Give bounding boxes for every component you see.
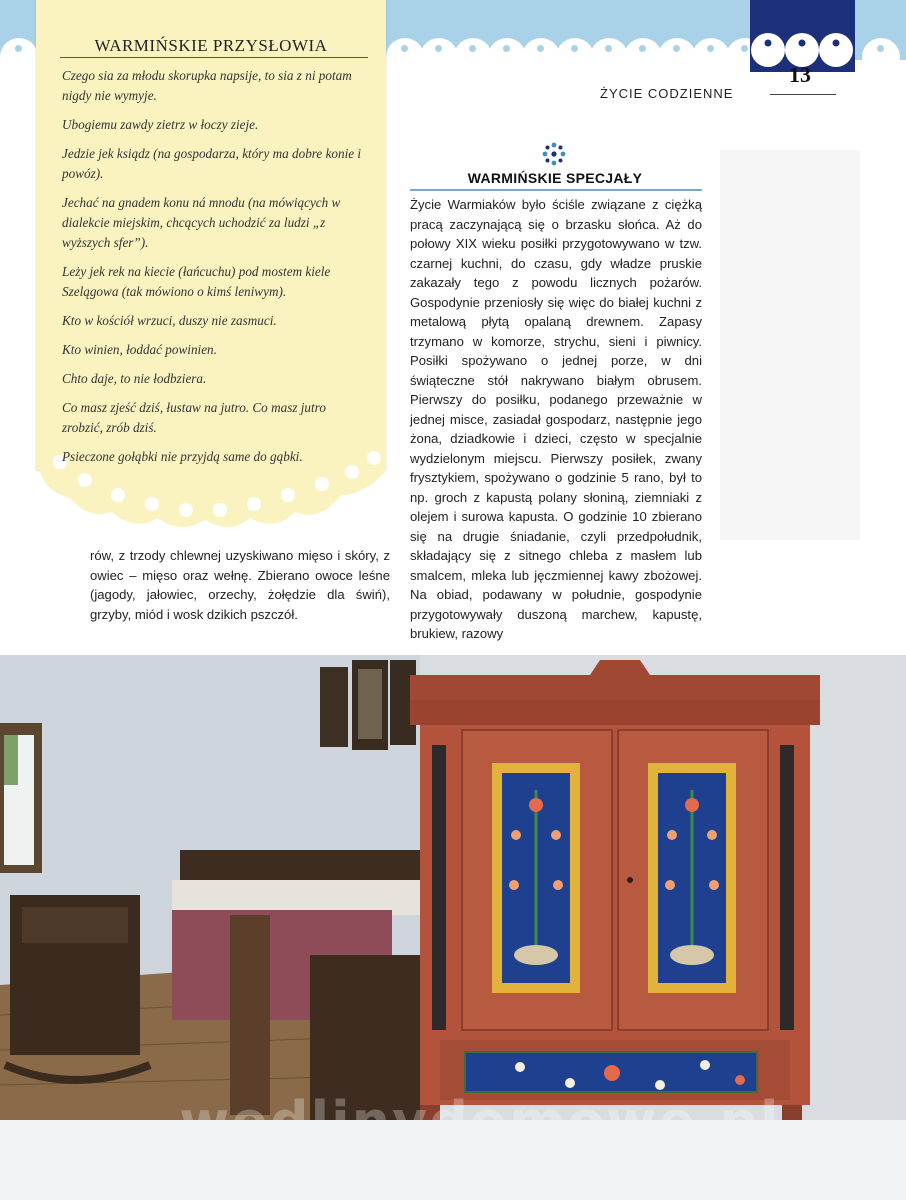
proverb-item: Jedzie jek ksiądz (na gospodarza, który ma dobre konie i powóz). bbox=[62, 146, 362, 181]
proverb-item: Psieczone gołąbki nie przyjdą same do gąbki. bbox=[62, 449, 303, 464]
section-header: ŻYCIE CODZIENNE bbox=[600, 86, 734, 101]
background-ghost-column bbox=[720, 150, 860, 540]
specjaly-title-rule bbox=[410, 189, 702, 191]
specjaly-title: WARMIŃSKIE SPECJAŁY bbox=[467, 170, 643, 186]
proverb-item: Ubogiemu zawdy zietrz w łoczy zieje. bbox=[62, 117, 259, 132]
proverbs-title: WARMIŃSKIE PRZYSŁOWIA bbox=[94, 36, 328, 55]
interior-photo bbox=[0, 655, 906, 1120]
flower-icon bbox=[540, 140, 568, 168]
bottom-margin bbox=[0, 1120, 906, 1200]
left-body-text: rów, z trzody chlewnej uzyskiwano mięso i skóry, z owiec – mięso oraz wełnę. Zbierano owoce leśne (jagody, jałowiec, orzechy, żołędzie dla świń), grzyby, miód i wosk dzikich pszczół. bbox=[90, 548, 390, 622]
proverb-item: Kto winien, łoddać powinien. bbox=[62, 342, 217, 357]
proverb-item: Leży jek rek na kiecie (łańcuchu) pod mostem kiele Szelągowa (tak mówiono o kimś leniwym). bbox=[62, 264, 331, 299]
page-number: 13 bbox=[789, 62, 811, 87]
proverb-item: Kto w kościół wrzuci, duszy nie zasmuci. bbox=[62, 313, 277, 328]
proverb-item: Czego sia za młodu skorupka napsije, to sia z ni potam nigdy nie wymyje. bbox=[62, 68, 352, 103]
proverb-item: Jechać na gnadem konu ná mnodu (na mówiących w dialekcie miejskim, chcących uchodzić za ludzi „z wyższych sfer”). bbox=[62, 195, 341, 250]
section-header-rule bbox=[770, 94, 836, 95]
proverbs-title-rule bbox=[60, 57, 368, 58]
proverb-item: Chto daje, to nie łodbziera. bbox=[62, 371, 207, 386]
proverbs-list bbox=[62, 66, 362, 476]
proverb-item: Co masz zjeść dziś, łustaw na jutro. Co masz jutro zrobzić, zrób dziś. bbox=[62, 400, 326, 435]
specjaly-body-text: Życie Warmiaków było ściśle związane z ciężką pracą zaczynającą się o brzasku słońca. Aż do połowy XIX wieku posiłki przygotowywano w tzw. czarnej kuchni, do czasu, gdy władze pruskie zakazały tego z powodu licznych pożarów. Gospodynie przeniosły się więc do białej kuchni z metalową płytą opalaną drewnem. Zapasy trzymano w komorze, strychu, sieni i piwnicy. Posiłki spożywano o jednej porze, w dni świąteczne stół nakrywano białym obrusem. Pierwszy do posiłku, podanego przeważnie w jednej misce, zasiadał gospodarz, następnie jego żona, dziadkowie i dzieci, często w specjalnie wydzielonym miejscu. Pierwszy posiłek, zwany frysztykiem, spożywano o godzinie 5 rano, był to np. groch z kapustą polany słoniną, ziemniaki z olejem i surowa kapusta. O godzinie 10 zbierano się na drugie śniadanie, czyli przedpołudnik, składający się z sitnego chleba z masłem lub smalcem, mleka lub jęczmiennej kawy zbożowej. Na obiad, podawany w południe, gospodynie przygotowywały duszoną marchew, kapustę, brukiew, razowy bbox=[410, 197, 702, 641]
